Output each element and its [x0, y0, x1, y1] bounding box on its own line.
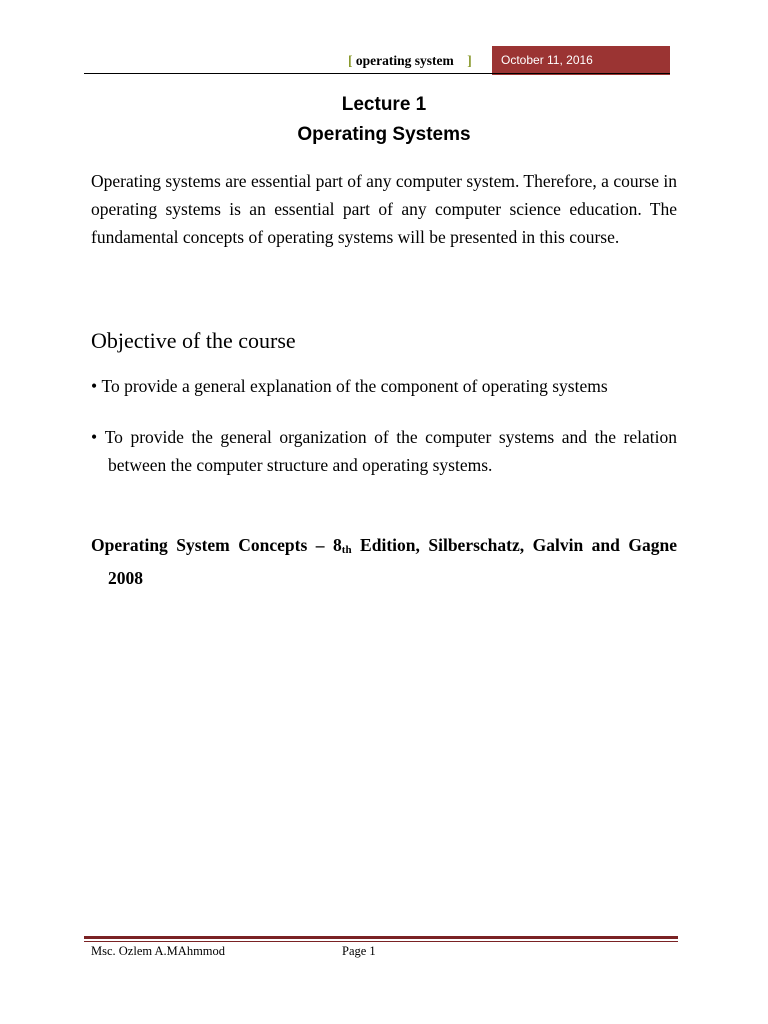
- footer-rule-thick: [84, 936, 678, 939]
- reference-part2: Edition, Silberschatz, Galvin and Gagne 2008: [108, 535, 678, 588]
- lecture-number: Lecture 1: [341, 94, 427, 115]
- footer-author: Msc. Ozlem A.MAhmmod: [91, 944, 226, 958]
- header-date-badge: October 11, 2016: [492, 46, 670, 75]
- intro-paragraph: Operating systems are essential part of any computer system. Therefore, a course in operating systems is an essential part of any computer science education. The fundamental concepts of operating systems will be presented in this course.: [91, 171, 677, 247]
- objective-heading: Objective of the course: [91, 328, 296, 353]
- footer-page-number: Page 1: [342, 944, 376, 958]
- objective-bullet: [91, 423, 677, 479]
- reference-superscript: th: [341, 544, 352, 556]
- objective-bullet: [91, 374, 677, 398]
- lecture-title: Operating Systems: [297, 124, 471, 145]
- bracket-open: [: [348, 53, 353, 68]
- objective-bullet-text: To provide a general explanation of the component of operating systems: [101, 376, 608, 396]
- header-course-name: operating system: [355, 53, 454, 68]
- header-rule: [84, 73, 670, 74]
- bracket-close: ]: [467, 53, 472, 68]
- header-title: [348, 53, 472, 69]
- objective-bullet-text: To provide the general organization of the computer systems and the relation between the computer structure and operating systems.: [104, 427, 677, 475]
- footer-rule-thin: [84, 941, 678, 942]
- reference-part1: Operating System Concepts – 8: [91, 535, 342, 555]
- bullet-dot: •: [91, 376, 102, 396]
- reference-text: [91, 531, 677, 592]
- bullet-dot: •: [91, 427, 105, 447]
